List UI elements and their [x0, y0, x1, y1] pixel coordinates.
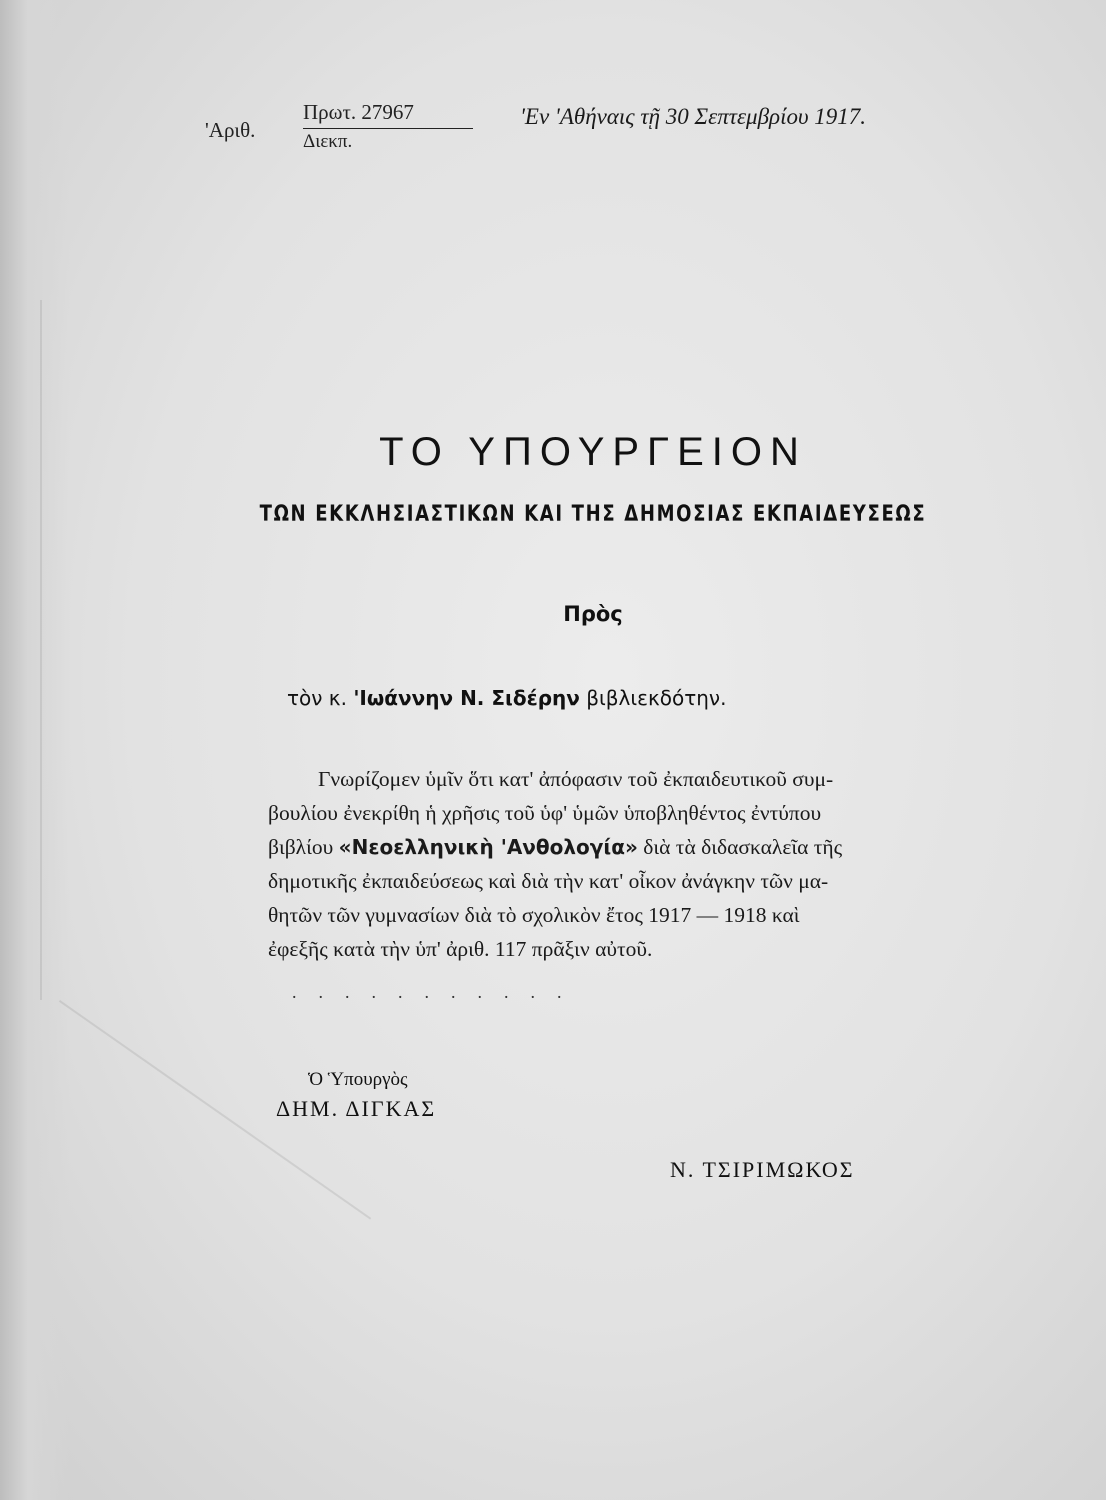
addressee-name: 'Ιωάννην Ν. Σιδέρην — [353, 686, 580, 710]
body-line: Γνωρίζομεν ὑμῖν ὅτι κατ' ἀπόφασιν τοῦ ἐκπαιδευτικοῦ συμ- — [318, 767, 834, 791]
addressee-line — [287, 686, 726, 710]
book-title: «Νεοελληνικὴ 'Ανθολογία» — [338, 835, 638, 859]
minister-title: Ὁ Ὑπουργὸς — [308, 1069, 408, 1090]
pros-heading: Πρὸς — [563, 602, 623, 626]
body-line-start: βιβλίου — [268, 835, 334, 859]
body-line: βουλίου ἐνεκρίθη ἡ χρῆσις τοῦ ὑφ' ὑμῶν ὑποβληθέντος ἐντύπου — [268, 801, 822, 825]
ministry-title: ΤΟ ΥΠΟΥΡΓΕΙΟΝ — [379, 430, 807, 474]
ministry-subtitle: ΤΩΝ ΕΚΚΛΗΣΙΑΣΤΙΚΩΝ ΚΑΙ ΤΗΣ ΔΗΜΟΣΙΑΣ ΕΚΠΑΙΔΕΥΣΕΩΣ — [259, 502, 927, 527]
secretary-name: Ν. ΤΣΙΡΙΜΩΚΟΣ — [670, 1157, 855, 1182]
protocol-fraction — [303, 100, 473, 153]
body-line: δημοτικῆς ἐκπαιδεύσεως καὶ διὰ τὴν κατ' οἶκον ἀνάγκην τῶν μα- — [268, 869, 829, 893]
body-line: ἐφεξῆς κατὰ τὴν ὑπ' ἀριθ. 117 πρᾶξιν αὐτοῦ. — [268, 937, 653, 961]
diekp-label: Διεκπ. — [303, 131, 353, 152]
paper-torn-edge — [0, 0, 70, 1500]
body-line — [268, 830, 968, 864]
ref-number-label: 'Αριθ. — [205, 118, 256, 142]
date-line: 'Εν 'Αθήναις τῇ 30 Σεπτεμβρίου 1917. — [520, 104, 867, 129]
protocol-number: Πρωτ. 27967 — [303, 100, 473, 129]
letter-body — [268, 762, 968, 966]
addressee-role: βιβλιεκδότην. — [586, 686, 727, 710]
addressee-prefix: τὸν κ. — [287, 686, 347, 710]
dotted-separator: ........... — [292, 982, 584, 1002]
body-line: θητῶν τῶν γυμνασίων διὰ τὸ σχολικὸν ἔτος 1917 — 1918 καὶ — [268, 903, 800, 927]
minister-name: ΔΗΜ. ΔΙΓΚΑΣ — [276, 1096, 437, 1121]
body-line-end: διὰ τὰ διδασκαλεῖα τῆς — [643, 835, 843, 859]
paper-crease — [40, 300, 42, 1000]
